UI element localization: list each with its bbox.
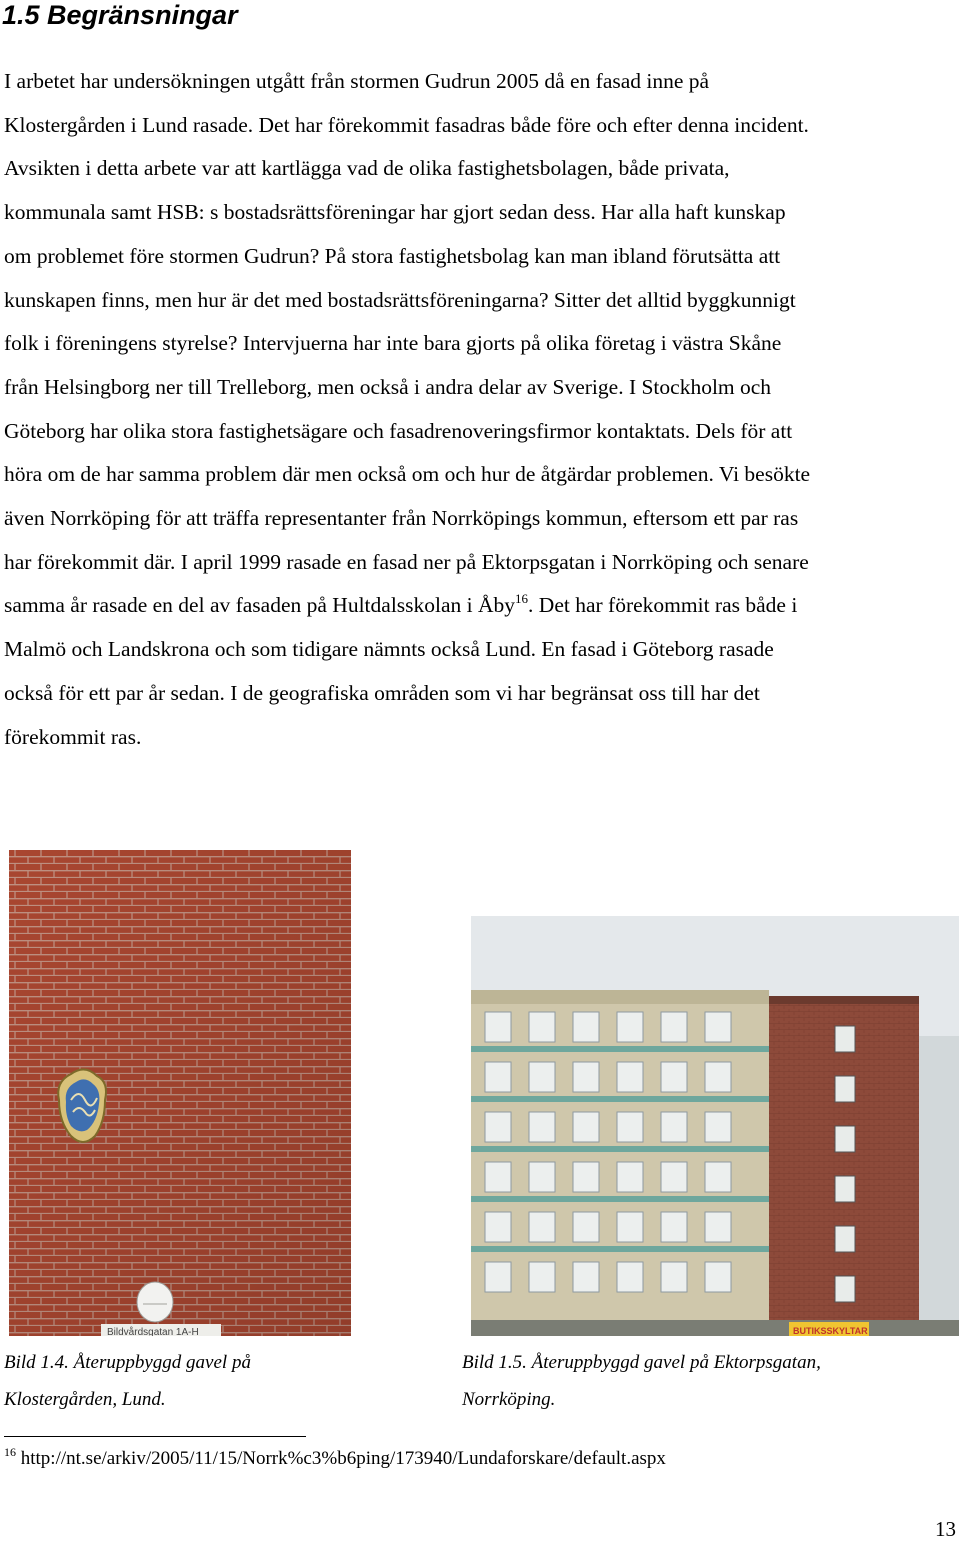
text-line: [4, 593, 797, 617]
text-line: kunskapen finns, men hur är det med bostadsrättsföreningarna? Sitter det alltid byggkunnigt: [4, 287, 796, 312]
body-paragraph: [4, 60, 956, 759]
construction-fence: [789, 1322, 869, 1336]
text-line: Göteborg har olika stora fastighetsägare och fasadrenoveringsfirmor kontaktats. Dels för att: [4, 418, 793, 443]
street-sign-text: Bildvårdsgatan 1A-H: [107, 1327, 199, 1336]
brick-wall-image: [9, 850, 351, 1336]
text-line: från Helsingborg ner till Trelleborg, men också i andra delar av Sverige. I Stockholm och: [4, 374, 772, 399]
footnote-number: 16: [4, 1445, 16, 1459]
building-facade-image: [471, 916, 959, 1336]
caption-line: Norrköping.: [462, 1389, 556, 1410]
brick-gable-photo: [9, 850, 351, 1336]
text-line: om problemet före stormen Gudrun? På stora fastighetsbolag kan man ibland förutsätta att: [4, 243, 781, 268]
caption-line: Klostergården, Lund.: [4, 1389, 166, 1410]
text-line: kommunala samt HSB: s bostadsrättsföreningar har gjort sedan dess. Har alla haft kunskap: [4, 200, 786, 225]
caption-line: Bild 1.4. Återuppbyggd gavel på: [4, 1352, 251, 1373]
wall-lamp: [137, 1282, 173, 1322]
footnote-reference[interactable]: 16: [515, 591, 529, 607]
footnote-divider: [4, 1436, 306, 1437]
section-heading: 1.5 Begränsningar: [2, 0, 238, 30]
text-line: förekommit ras.: [4, 724, 142, 749]
text-line: även Norrköping för att träffa representanter från Norrköpings kommun, eftersom ett par ras: [4, 506, 799, 531]
text-line: folk i föreningens styrelse? Intervjuerna har inte bara gjorts på olika företag i västra Skåne: [4, 331, 782, 356]
text-line: Klostergården i Lund rasade. Det har förekommit fasadras både före och efter denna incident.: [4, 112, 809, 137]
text-line: Avsikten i detta arbete var att kartlägga vad de olika fastighetsbolagen, både privata,: [4, 156, 730, 181]
text-segment: . Det har förekommit ras både i: [528, 593, 798, 618]
text-line: också för ett par år sedan. I de geografiska områden som vi har begränsat oss till har det: [4, 680, 760, 705]
figure-caption: [462, 1344, 821, 1418]
text-line: har förekommit där. I april 1999 rasade en fasad ner på Ektorpsgatan i Norrköping och senare: [4, 549, 809, 574]
page-number: 13: [935, 1517, 956, 1541]
text-line: Malmö och Landskrona och som tidigare nämnts också Lund. En fasad i Göteborg rasade: [4, 637, 774, 662]
text-segment: samma år rasade en del av fasaden på Hultdalsskolan i Åby: [4, 593, 516, 618]
footnote: [4, 1446, 666, 1472]
street-sign: [101, 1324, 221, 1336]
text-line: I arbetet har undersökningen utgått från stormen Gudrun 2005 då en fasad inne på: [4, 69, 710, 93]
caption-line: Bild 1.5. Återuppbyggd gavel på Ektorpsgatan,: [462, 1352, 821, 1373]
text-line: höra om de har samma problem där men också om och hur de åtgärdar problemen. Vi besökte: [4, 462, 811, 487]
fence-sign-text: BUTIKSSKYLTAR: [793, 1326, 868, 1336]
apartment-block-photo: [471, 916, 959, 1336]
figure-caption: [4, 1344, 251, 1418]
footnote-link[interactable]: http://nt.se/arkiv/2005/11/15/Norrk%c3%b6ping/173940/Lundaforskare/default.aspx: [20, 1448, 666, 1469]
